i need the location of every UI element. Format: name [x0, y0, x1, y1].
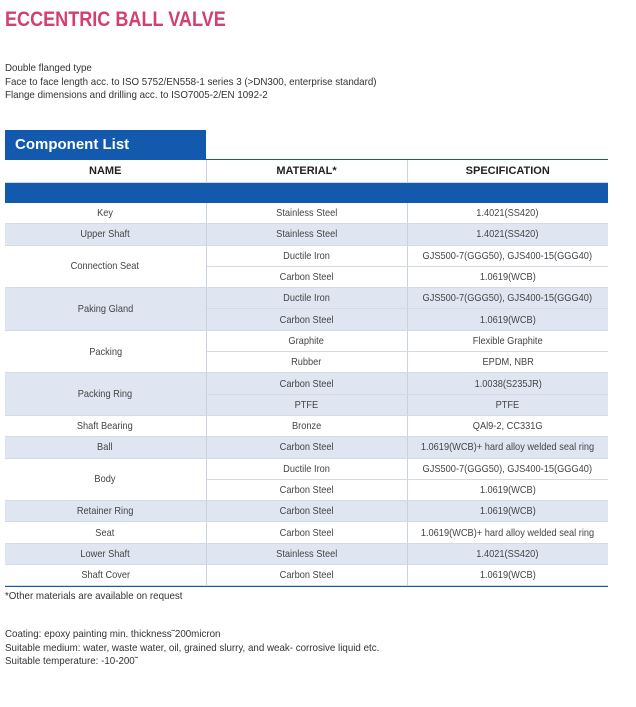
component-specification: 1.0038(S235JR): [407, 373, 608, 394]
component-specification: EPDM, NBR: [407, 352, 608, 373]
component-specification: PTFE: [407, 394, 608, 415]
component-specification: 1.4021(SS420): [407, 224, 608, 245]
component-material: Carbon Steel: [206, 565, 407, 586]
component-name: Body: [5, 458, 206, 501]
component-specification: 1.0619(WCB): [407, 501, 608, 522]
component-table: [5, 159, 608, 586]
intro-line: Flange dimensions and drilling acc. to ISO7005-2/EN 1092-2: [5, 89, 268, 101]
component-material: Carbon Steel: [206, 373, 407, 394]
note-line: Coating: epoxy painting min. thickness˜200micron: [5, 628, 221, 640]
component-specification: 1.0619(WCB): [407, 479, 608, 500]
table-header-row: [5, 160, 608, 183]
table-row: [5, 437, 608, 458]
component-material: Ductile Iron: [206, 245, 407, 266]
component-specification: 1.0619(WCB)+ hard alloy welded seal ring: [407, 437, 608, 458]
component-material: Carbon Steel: [206, 437, 407, 458]
component-material: Rubber: [206, 352, 407, 373]
component-specification: GJS500-7(GGG50), GJS400-15(GGG40): [407, 288, 608, 309]
component-specification: 1.0619(WCB): [407, 309, 608, 330]
table-body: [5, 183, 608, 586]
component-material: Ductile Iron: [206, 288, 407, 309]
component-material: Graphite: [206, 330, 407, 351]
intro-line: Face to face length acc. to ISO 5752/EN558-1 series 3 (>DN300, enterprise standard): [5, 75, 377, 88]
component-material: Carbon Steel: [206, 501, 407, 522]
component-name: Shaft Cover: [5, 565, 206, 586]
component-name: Ball: [5, 437, 206, 458]
component-name: Upper Shaft: [5, 224, 206, 245]
table-row: [5, 224, 608, 245]
table-row: [5, 245, 608, 266]
component-material: Stainless Steel: [206, 543, 407, 564]
column-header-specification: SPECIFICATION: [407, 160, 608, 183]
note-line: Suitable temperature: -10-200˜: [5, 655, 138, 667]
intro-line: Double flanged type: [5, 62, 92, 74]
component-list: [5, 130, 608, 587]
table-row: [5, 203, 608, 224]
header-band: [5, 183, 608, 204]
component-name: Lower Shaft: [5, 543, 206, 564]
table-row: [5, 415, 608, 436]
component-specification: GJS500-7(GGG50), GJS400-15(GGG40): [407, 458, 608, 479]
column-header-name: NAME: [5, 160, 206, 183]
component-material: Carbon Steel: [206, 309, 407, 330]
footnote: *Other materials are available on request: [5, 590, 183, 602]
component-list-heading: Component List: [5, 130, 206, 159]
component-name: Seat: [5, 522, 206, 543]
table-row: [5, 330, 608, 351]
component-material: Carbon Steel: [206, 479, 407, 500]
component-specification: 1.4021(SS420): [407, 543, 608, 564]
table-row: [5, 543, 608, 564]
component-name: Paking Gland: [5, 288, 206, 331]
component-material: PTFE: [206, 394, 407, 415]
intro-text: [5, 62, 405, 103]
component-name: Packing Ring: [5, 373, 206, 416]
column-header-material: MATERIAL*: [206, 160, 407, 183]
table-row: [5, 501, 608, 522]
table-row: [5, 458, 608, 479]
component-specification: Flexible Graphite: [407, 330, 608, 351]
component-specification: QAl9-2, CC331G: [407, 415, 608, 436]
component-material: Bronze: [206, 415, 407, 436]
table-bottom-rule: [5, 586, 608, 587]
notes: [5, 628, 408, 669]
note-line: Suitable medium: water, waste water, oil, grained slurry, and weak- corrosive liquid etc.: [5, 641, 380, 654]
component-material: Stainless Steel: [206, 224, 407, 245]
component-specification: 1.0619(WCB)+ hard alloy welded seal ring: [407, 522, 608, 543]
component-material: Ductile Iron: [206, 458, 407, 479]
table-row: [5, 565, 608, 586]
component-specification: 1.0619(WCB): [407, 266, 608, 287]
component-name: Connection Seat: [5, 245, 206, 288]
component-specification: GJS500-7(GGG50), GJS400-15(GGG40): [407, 245, 608, 266]
component-material: Carbon Steel: [206, 266, 407, 287]
component-specification: 1.4021(SS420): [407, 203, 608, 224]
component-name: Shaft Bearing: [5, 415, 206, 436]
table-row: [5, 373, 608, 394]
page-title: ECCENTRIC BALL VALVE: [5, 8, 226, 31]
table-row: [5, 522, 608, 543]
component-name: Retainer Ring: [5, 501, 206, 522]
component-name: Packing: [5, 330, 206, 373]
component-material: Carbon Steel: [206, 522, 407, 543]
component-name: Key: [5, 203, 206, 224]
table-row: [5, 288, 608, 309]
component-specification: 1.0619(WCB): [407, 565, 608, 586]
component-material: Stainless Steel: [206, 203, 407, 224]
